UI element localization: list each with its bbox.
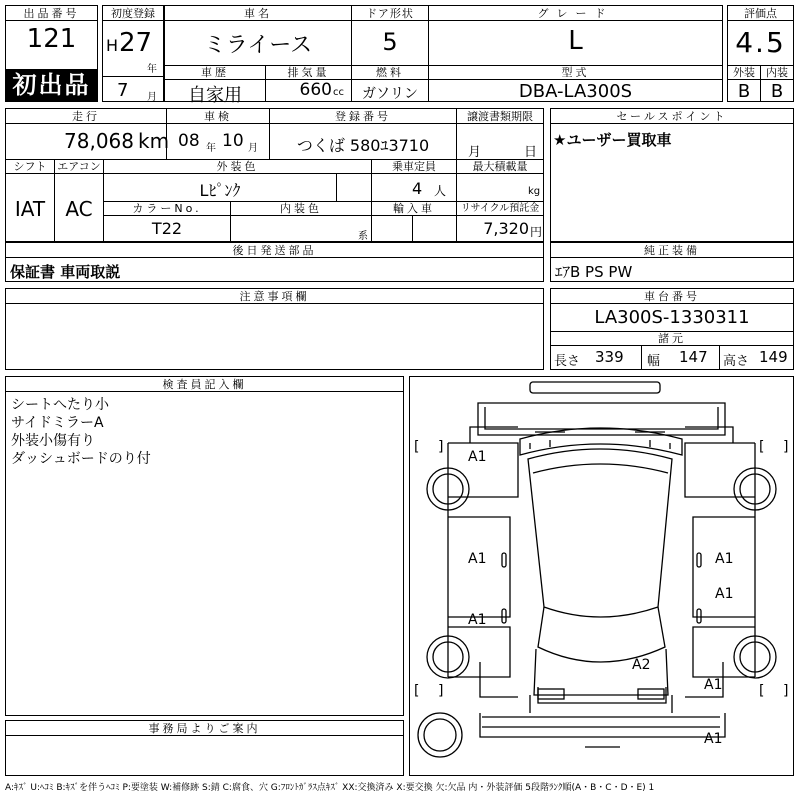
transfer-label: 譲渡書類期限 — [457, 109, 543, 124]
ac-label: エアコン — [55, 159, 103, 174]
inspection-year: 08 — [178, 131, 200, 151]
seats-label: 乗車定員 — [372, 159, 456, 174]
damage-mark: A2 — [632, 657, 651, 673]
inspection-label: 車検 — [167, 109, 269, 124]
sales-point-text: ★ユーザー買取車 — [553, 131, 672, 149]
fuel-label: 燃料 — [352, 65, 428, 80]
left-bracket-close: ] — [438, 439, 444, 455]
load-label: 最大積載量 — [457, 159, 543, 174]
left-bracket: [ — [414, 439, 420, 455]
notes-box — [5, 288, 544, 370]
score-label: 評価点 — [728, 6, 793, 21]
damage-mark: A1 — [468, 449, 487, 465]
car-diagram — [410, 377, 793, 775]
later-parts-box — [5, 242, 544, 282]
door-label: ドア形状 — [352, 6, 428, 21]
displacement-unit: cc — [333, 87, 344, 98]
inspector-line: ダッシュボードのり付 — [11, 451, 151, 467]
shift-label: シフト — [6, 159, 54, 174]
chassis-box — [550, 288, 794, 370]
dims-label: 諸元 — [551, 331, 793, 346]
lot-number: 121 — [26, 24, 77, 54]
office-label: 事務局よりご案内 — [6, 721, 403, 736]
plate: つくば 580ﾕ3710 — [296, 136, 430, 155]
equipment-box — [550, 242, 794, 282]
import-label: 輸入車 — [372, 201, 456, 216]
displacement-label: 排気量 — [266, 65, 351, 80]
reg-label: 初度登録 — [103, 6, 163, 21]
first-registration-box — [102, 5, 164, 102]
score-box — [727, 5, 794, 102]
colorno: T22 — [151, 219, 183, 238]
transfer-month: 月 — [468, 145, 482, 160]
ac: AC — [65, 197, 93, 221]
rear-right-bracket-close: ] — [783, 683, 789, 699]
equipment-label: 純正装備 — [551, 243, 793, 258]
inspection-year-unit: 年 — [206, 143, 216, 154]
width-label: 幅 — [647, 354, 661, 369]
vehicle-info-box — [164, 5, 723, 106]
interior-label: 内装 — [761, 65, 793, 80]
damage-mark: A1 — [715, 586, 734, 602]
displacement: 660 — [299, 80, 332, 100]
score: 4.5 — [735, 26, 786, 59]
first-listing-badge: 初出品 — [6, 69, 97, 102]
office-box — [5, 720, 404, 776]
lot-label: 出品番号 — [6, 6, 97, 21]
reg-year: 27 — [119, 28, 153, 58]
length-label: 長さ — [554, 354, 581, 369]
interior-grade: B — [770, 81, 784, 102]
shift: IAT — [14, 197, 46, 221]
sales-point-box — [550, 108, 794, 242]
fuel: ガソリン — [362, 86, 418, 102]
height-label: 高さ — [723, 354, 750, 369]
notes-label: 注意事項欄 — [6, 289, 543, 304]
right-bracket-close: ] — [783, 439, 789, 455]
length: 339 — [595, 348, 624, 366]
rear-left-bracket: [ — [414, 683, 420, 699]
legend: A:ｷｽﾞ U:ﾍｺﾐ B:ｷｽﾞを伴うﾍｺﾐ P:要塗装 W:補修跡 S:錆 C:腐食、穴 G:ﾌﾛﾝﾄｶﾞﾗｽ点ｷｽﾞ XX:交換済み X:要交換 欠:欠品 内・外装評価 5段階ﾗﾝｸ順(A・B・C・D・E) 1 — [5, 783, 655, 793]
later-parts-text: 保証書 車両取説 — [10, 263, 121, 281]
colorno-label: カラーNo. — [104, 201, 230, 216]
car-name-label: 車名 — [165, 6, 351, 21]
width: 147 — [679, 348, 708, 366]
exterior-color: Lﾋﾟﾝｸ — [199, 181, 241, 200]
inspection-month-unit: 月 — [248, 143, 258, 154]
doors: 5 — [382, 28, 398, 56]
mileage-unit: km — [138, 129, 170, 153]
grade-label: グレード — [429, 6, 722, 21]
inspection-month: 10 — [222, 131, 244, 151]
mileage: 78,068 — [64, 129, 134, 153]
reg-month: 7 — [117, 80, 129, 101]
equipment-text: ｴｱB PS PW — [555, 263, 633, 281]
year-unit: 年 — [147, 64, 157, 75]
right-bracket: [ — [759, 439, 765, 455]
transfer-day: 日 — [524, 145, 538, 160]
grade: L — [568, 26, 583, 56]
inspector-label: 検査員記入欄 — [6, 377, 403, 392]
inspector-line: サイドミラーA — [11, 415, 104, 431]
model: DBA-LA300S — [518, 81, 633, 102]
recycle-label: リサイクル預託金 — [457, 201, 543, 216]
seats-unit: 人 — [434, 184, 447, 198]
damage-mark: A1 — [468, 612, 487, 628]
vehicle-detail-box — [5, 108, 544, 242]
inspector-line: シートへたり小 — [11, 397, 109, 413]
history-label: 車歴 — [165, 65, 265, 80]
seats: 4 — [412, 179, 423, 198]
interior-color-label: 内装色 — [231, 201, 371, 216]
month-unit: 月 — [147, 92, 157, 103]
sales-point-label: セールスポイント — [551, 109, 793, 124]
later-parts-label: 後日発送部品 — [6, 243, 543, 258]
interior-color-unit: 系 — [358, 231, 368, 242]
inspector-box — [5, 376, 404, 716]
height: 149 — [759, 348, 788, 366]
car-name: ミライース — [203, 33, 313, 58]
recycle-unit: 円 — [530, 225, 543, 239]
history: 自家用 — [188, 85, 242, 106]
exterior-label: 外装 — [728, 65, 760, 80]
damage-mark: A1 — [715, 551, 734, 567]
rear-left-bracket-close: ] — [438, 683, 444, 699]
chassis-number: LA300S-1330311 — [594, 307, 750, 328]
lot-box — [5, 5, 98, 102]
plate-label: 登録番号 — [270, 109, 456, 124]
damage-mark: A1 — [704, 731, 723, 747]
color-label: 外装色 — [104, 159, 371, 174]
chassis-label: 車台番号 — [551, 289, 793, 304]
exterior-grade: B — [737, 81, 751, 102]
inspector-line: 外装小傷有り — [11, 433, 95, 449]
load-unit: kg — [528, 186, 541, 197]
mileage-label: 走行 — [6, 109, 166, 124]
model-label: 型式 — [429, 65, 722, 80]
era: H — [106, 36, 119, 55]
car-diagram-box — [409, 376, 794, 776]
damage-mark: A1 — [704, 677, 723, 693]
rear-right-bracket: [ — [759, 683, 765, 699]
recycle-fee: 7,320 — [483, 219, 529, 238]
damage-mark: A1 — [468, 551, 487, 567]
